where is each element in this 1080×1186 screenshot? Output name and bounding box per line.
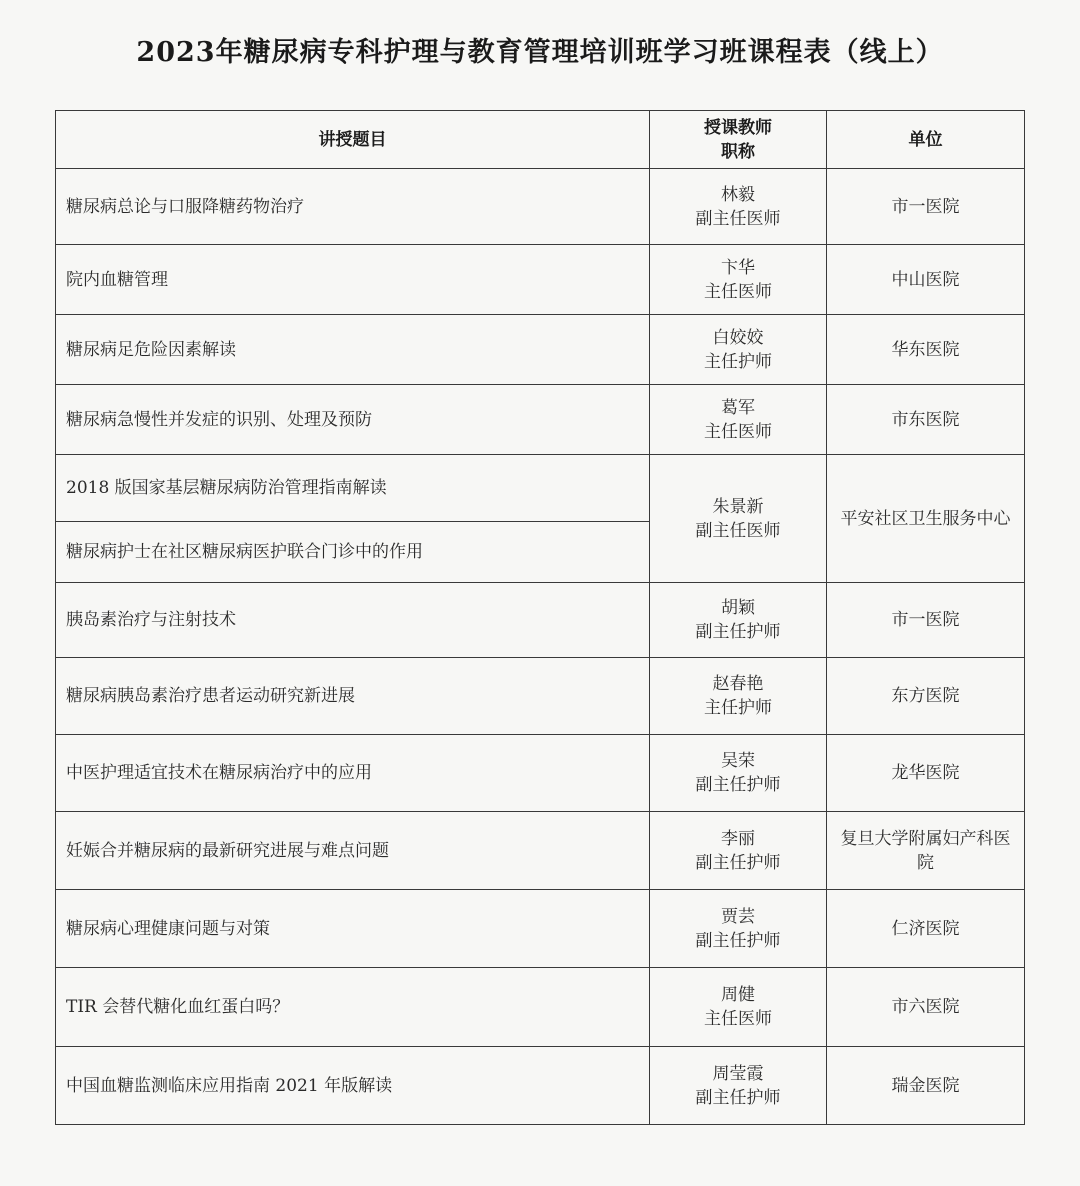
unit-name: 华东医院	[827, 315, 1025, 385]
teacher-cell	[650, 455, 827, 583]
teacher-cell	[650, 583, 827, 658]
teacher-cell	[650, 658, 827, 735]
teacher-name: 李丽	[721, 828, 755, 849]
teacher-title: 主任医师	[704, 281, 772, 302]
teacher-cell	[650, 968, 827, 1047]
table-row	[56, 658, 1025, 735]
course-topic: 2018 版国家基层糖尿病防治管理指南解读	[56, 455, 650, 522]
header-teacher-line1: 授课教师	[704, 117, 772, 138]
table-row	[56, 169, 1025, 245]
teacher-name: 朱景新	[712, 496, 764, 517]
course-topic: 糖尿病护士在社区糖尿病医护联合门诊中的作用	[56, 522, 650, 583]
unit-name: 平安社区卫生服务中心	[827, 455, 1025, 583]
course-schedule-table	[55, 110, 1025, 1125]
table-row	[56, 583, 1025, 658]
teacher-title: 主任护师	[704, 351, 772, 372]
table-row	[56, 385, 1025, 455]
table-row	[56, 812, 1025, 890]
course-topic: TIR 会替代糖化血红蛋白吗？	[56, 968, 650, 1047]
teacher-cell	[650, 385, 827, 455]
table-row	[56, 890, 1025, 968]
teacher-cell	[650, 890, 827, 968]
teacher-name: 贾芸	[721, 906, 755, 927]
teacher-title: 主任护师	[704, 698, 772, 718]
unit-name: 龙华医院	[827, 735, 1025, 812]
teacher-title: 副主任护师	[695, 1087, 781, 1108]
header-topic: 讲授题目	[56, 111, 650, 169]
course-topic: 院内血糖管理	[56, 245, 650, 315]
teacher-name: 卞华	[721, 257, 755, 278]
teacher-cell	[650, 315, 827, 385]
unit-name: 东方医院	[827, 658, 1025, 735]
course-topic: 糖尿病总论与口服降糖药物治疗	[56, 169, 650, 245]
unit-name: 瑞金医院	[827, 1047, 1025, 1125]
course-topic: 糖尿病心理健康问题与对策	[56, 890, 650, 968]
unit-name: 仁济医院	[827, 890, 1025, 968]
teacher-name: 白姣姣	[712, 327, 764, 348]
unit-name: 复旦大学附属妇产科医院	[827, 812, 1025, 890]
unit-name: 市一医院	[827, 169, 1025, 245]
teacher-cell	[650, 812, 827, 890]
unit-name: 市一医院	[827, 583, 1025, 658]
table-row	[56, 315, 1025, 385]
teacher-cell	[650, 735, 827, 812]
course-topic: 糖尿病胰岛素治疗患者运动研究新进展	[56, 658, 650, 735]
unit-name: 中山医院	[827, 245, 1025, 315]
course-topic: 糖尿病足危险因素解读	[56, 315, 650, 385]
table-row	[56, 968, 1025, 1047]
course-topic: 中医护理适宜技术在糖尿病治疗中的应用	[56, 735, 650, 812]
teacher-cell	[650, 169, 827, 245]
teacher-name: 吴荣	[721, 751, 755, 771]
table-row	[56, 245, 1025, 315]
teacher-title: 副主任医师	[695, 520, 781, 541]
teacher-title: 副主任护师	[695, 852, 781, 873]
teacher-title: 副主任医师	[695, 208, 781, 229]
header-teacher-line2: 职称	[721, 141, 755, 162]
course-topic: 中国血糖监测临床应用指南 2021 年版解读	[56, 1047, 650, 1125]
teacher-name: 林毅	[721, 184, 755, 205]
table-row	[56, 735, 1025, 812]
unit-name: 市东医院	[827, 385, 1025, 455]
course-topic: 妊娠合并糖尿病的最新研究进展与难点问题	[56, 812, 650, 890]
teacher-name: 赵春艳	[712, 674, 764, 694]
teacher-cell	[650, 245, 827, 315]
table-row	[56, 1047, 1025, 1125]
unit-name: 市六医院	[827, 968, 1025, 1047]
teacher-name: 周健	[721, 985, 755, 1005]
teacher-name: 胡颖	[721, 598, 755, 618]
teacher-name: 葛军	[721, 397, 755, 418]
table-header-row	[56, 111, 1025, 169]
teacher-title: 副主任护师	[695, 622, 781, 642]
header-teacher	[650, 111, 827, 169]
header-unit: 单位	[827, 111, 1025, 169]
teacher-title: 主任医师	[704, 1009, 772, 1029]
teacher-title: 副主任护师	[695, 775, 781, 795]
course-topic: 胰岛素治疗与注射技术	[56, 583, 650, 658]
page-title: 2023年糖尿病专科护理与教育管理培训班学习班课程表（线上）	[136, 37, 944, 68]
teacher-name: 周莹霞	[712, 1063, 764, 1084]
teacher-title: 副主任护师	[695, 930, 781, 951]
teacher-title: 主任医师	[704, 421, 772, 442]
course-topic: 糖尿病急慢性并发症的识别、处理及预防	[56, 385, 650, 455]
teacher-cell	[650, 1047, 827, 1125]
table-row	[56, 455, 1025, 522]
